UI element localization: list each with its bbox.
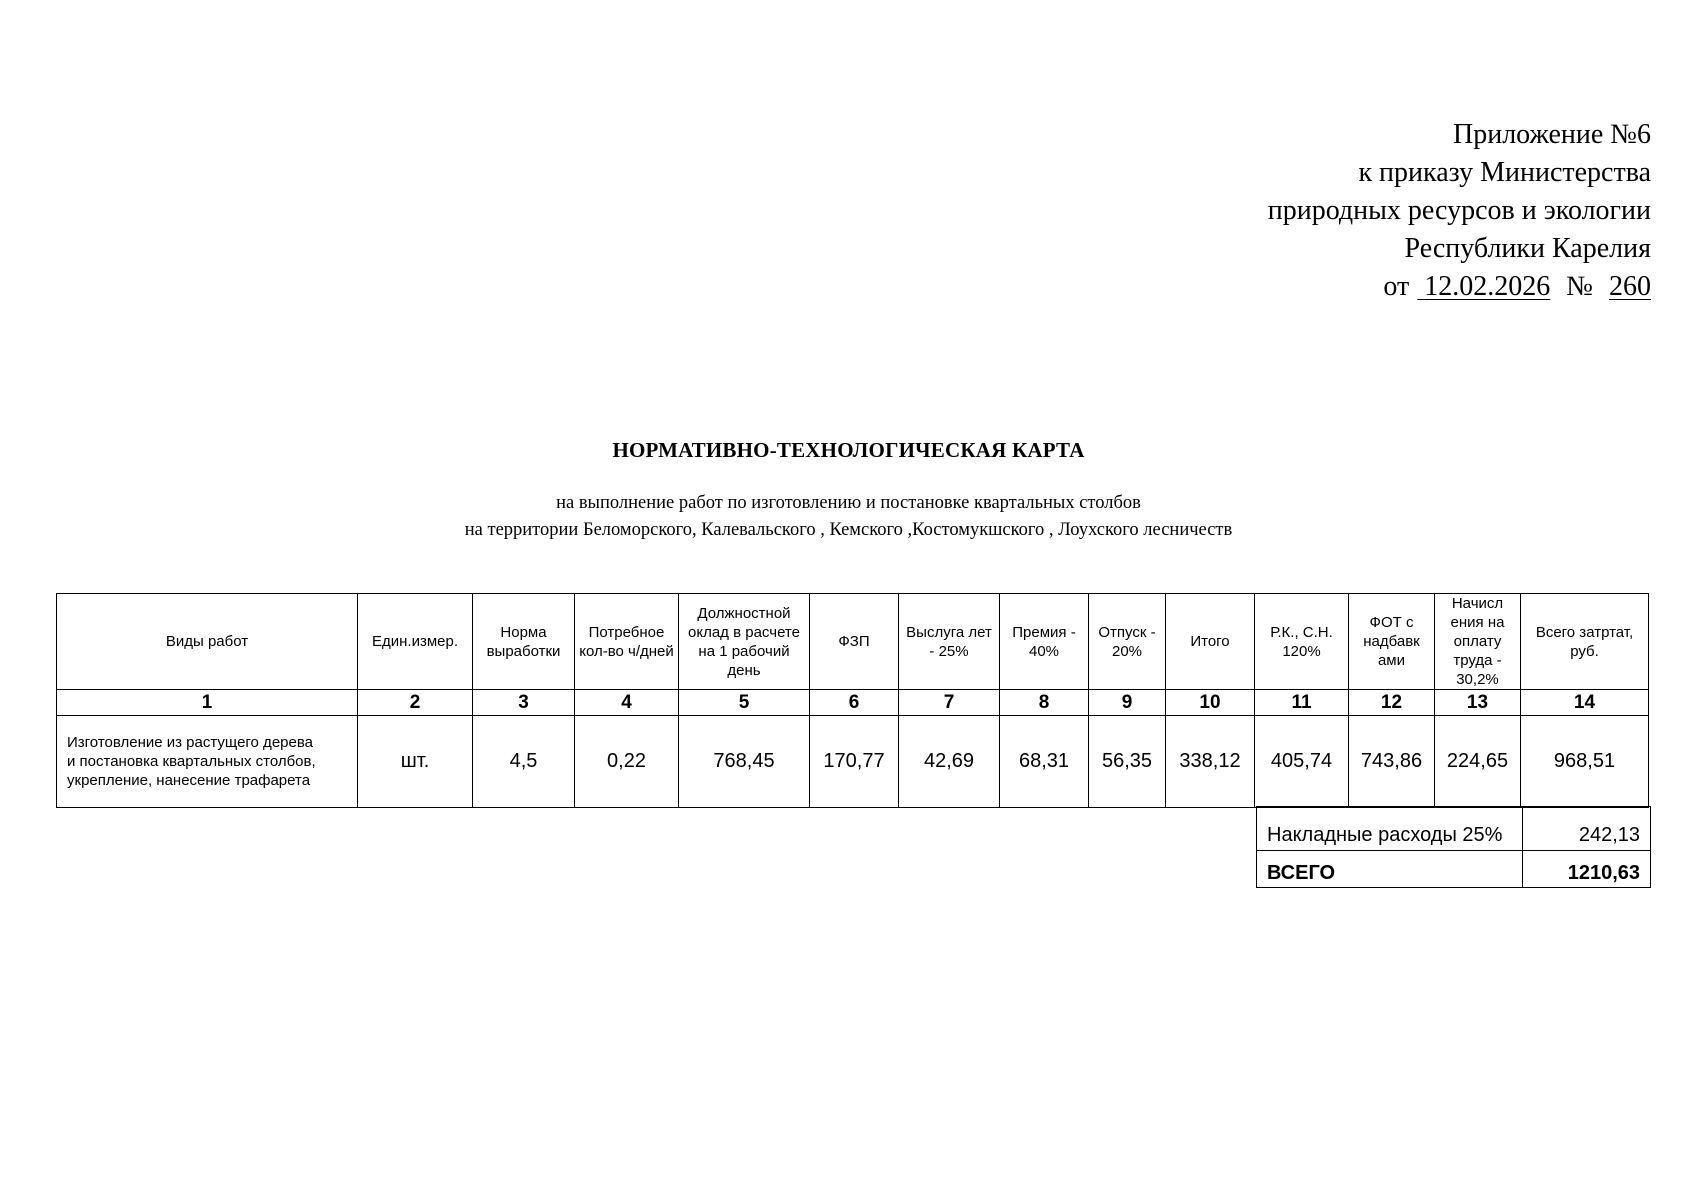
column-number: 11: [1255, 690, 1349, 716]
column-number: 1: [57, 690, 358, 716]
appendix-from-label: от: [1383, 271, 1410, 302]
grand-total-row: [1257, 851, 1651, 888]
column-number: 2: [358, 690, 473, 716]
cell-rk-sn: 405,74: [1255, 716, 1349, 808]
column-number: 3: [473, 690, 575, 716]
overhead-value: 242,13: [1523, 807, 1651, 851]
appendix-block: [1268, 116, 1651, 306]
header-salary: Должностной оклад в расчете на 1 рабочий день: [679, 594, 810, 690]
work-line-3: укрепление, нанесение трафарета: [67, 772, 311, 789]
column-number: 14: [1521, 690, 1649, 716]
column-number: 6: [810, 690, 899, 716]
appendix-order-line: [1268, 268, 1651, 306]
header-bonus: Премия - 40%: [1000, 594, 1089, 690]
column-number: 8: [1000, 690, 1089, 716]
appendix-line-4: Республики Карелия: [1404, 233, 1651, 264]
norm-tech-table: [56, 593, 1649, 808]
header-vacation: Отпуск - 20%: [1089, 594, 1166, 690]
header-fot: ФОТ с надбавк ами: [1349, 594, 1435, 690]
cell-unit: шт.: [358, 716, 473, 808]
cell-days: 0,22: [575, 716, 679, 808]
grand-total-label: ВСЕГО: [1257, 851, 1523, 888]
subtitle-line-2: на территории Беломорского, Калевальского , Кемского ,Костомукшского , Лоухского лесничеств: [464, 520, 1233, 540]
header-fzp: ФЗП: [810, 594, 899, 690]
header-subtotal: Итого: [1166, 594, 1255, 690]
table-row: [57, 716, 1649, 808]
column-number: 13: [1435, 690, 1521, 716]
document-subtitle: [0, 490, 1697, 544]
cell-bonus: 68,31: [1000, 716, 1089, 808]
overhead-row: [1257, 807, 1651, 851]
work-line-1: Изготовление из растущего дерева: [67, 734, 313, 751]
header-charges: Начисл ения на оплату труда - 30,2%: [1435, 594, 1521, 690]
header-rk-sn: Р.К., С.Н. 120%: [1255, 594, 1349, 690]
cell-fot: 743,86: [1349, 716, 1435, 808]
cell-subtotal: 338,12: [1166, 716, 1255, 808]
appendix-number-label: №: [1566, 271, 1593, 302]
cell-vacation: 56,35: [1089, 716, 1166, 808]
document-title: НОРМАТИВНО-ТЕХНОЛОГИЧЕСКАЯ КАРТА: [612, 438, 1085, 462]
cell-charges: 224,65: [1435, 716, 1521, 808]
table-header-row: [57, 594, 1649, 690]
appendix-line-3: природных ресурсов и экологии: [1267, 195, 1651, 226]
column-number: 10: [1166, 690, 1255, 716]
cell-salary: 768,45: [679, 716, 810, 808]
header-unit: Един.измер.: [358, 594, 473, 690]
header-seniority: Выслуга лет - 25%: [899, 594, 1000, 690]
cell-total: 968,51: [1521, 716, 1649, 808]
appendix-line-1: Приложение №6: [1453, 119, 1651, 150]
appendix-order-date: 12.02.2026: [1424, 271, 1551, 302]
header-work-types: Виды работ: [57, 594, 358, 690]
table-column-numbers-row: [57, 690, 1649, 716]
cell-work-description: [57, 716, 358, 808]
cell-norm: 4,5: [473, 716, 575, 808]
appendix-line-2: к приказу Министерства: [1358, 157, 1651, 188]
header-norm: Норма выработки: [473, 594, 575, 690]
overhead-label: Накладные расходы 25%: [1257, 807, 1523, 851]
work-line-2: и постановка квартальных столбов,: [67, 753, 316, 770]
cell-seniority: 42,69: [899, 716, 1000, 808]
column-number: 5: [679, 690, 810, 716]
subtitle-line-1: на выполнение работ по изготовлению и постановке квартальных столбов: [556, 493, 1141, 513]
grand-total-value: 1210,63: [1523, 851, 1651, 888]
cell-fzp: 170,77: [810, 716, 899, 808]
column-number: 9: [1089, 690, 1166, 716]
column-number: 12: [1349, 690, 1435, 716]
column-number: 7: [899, 690, 1000, 716]
header-total: Всего затртат, руб.: [1521, 594, 1649, 690]
column-number: 4: [575, 690, 679, 716]
totals-table: [1256, 806, 1651, 888]
appendix-order-number: 260: [1609, 271, 1651, 302]
header-days: Потребное кол-во ч/дней: [575, 594, 679, 690]
